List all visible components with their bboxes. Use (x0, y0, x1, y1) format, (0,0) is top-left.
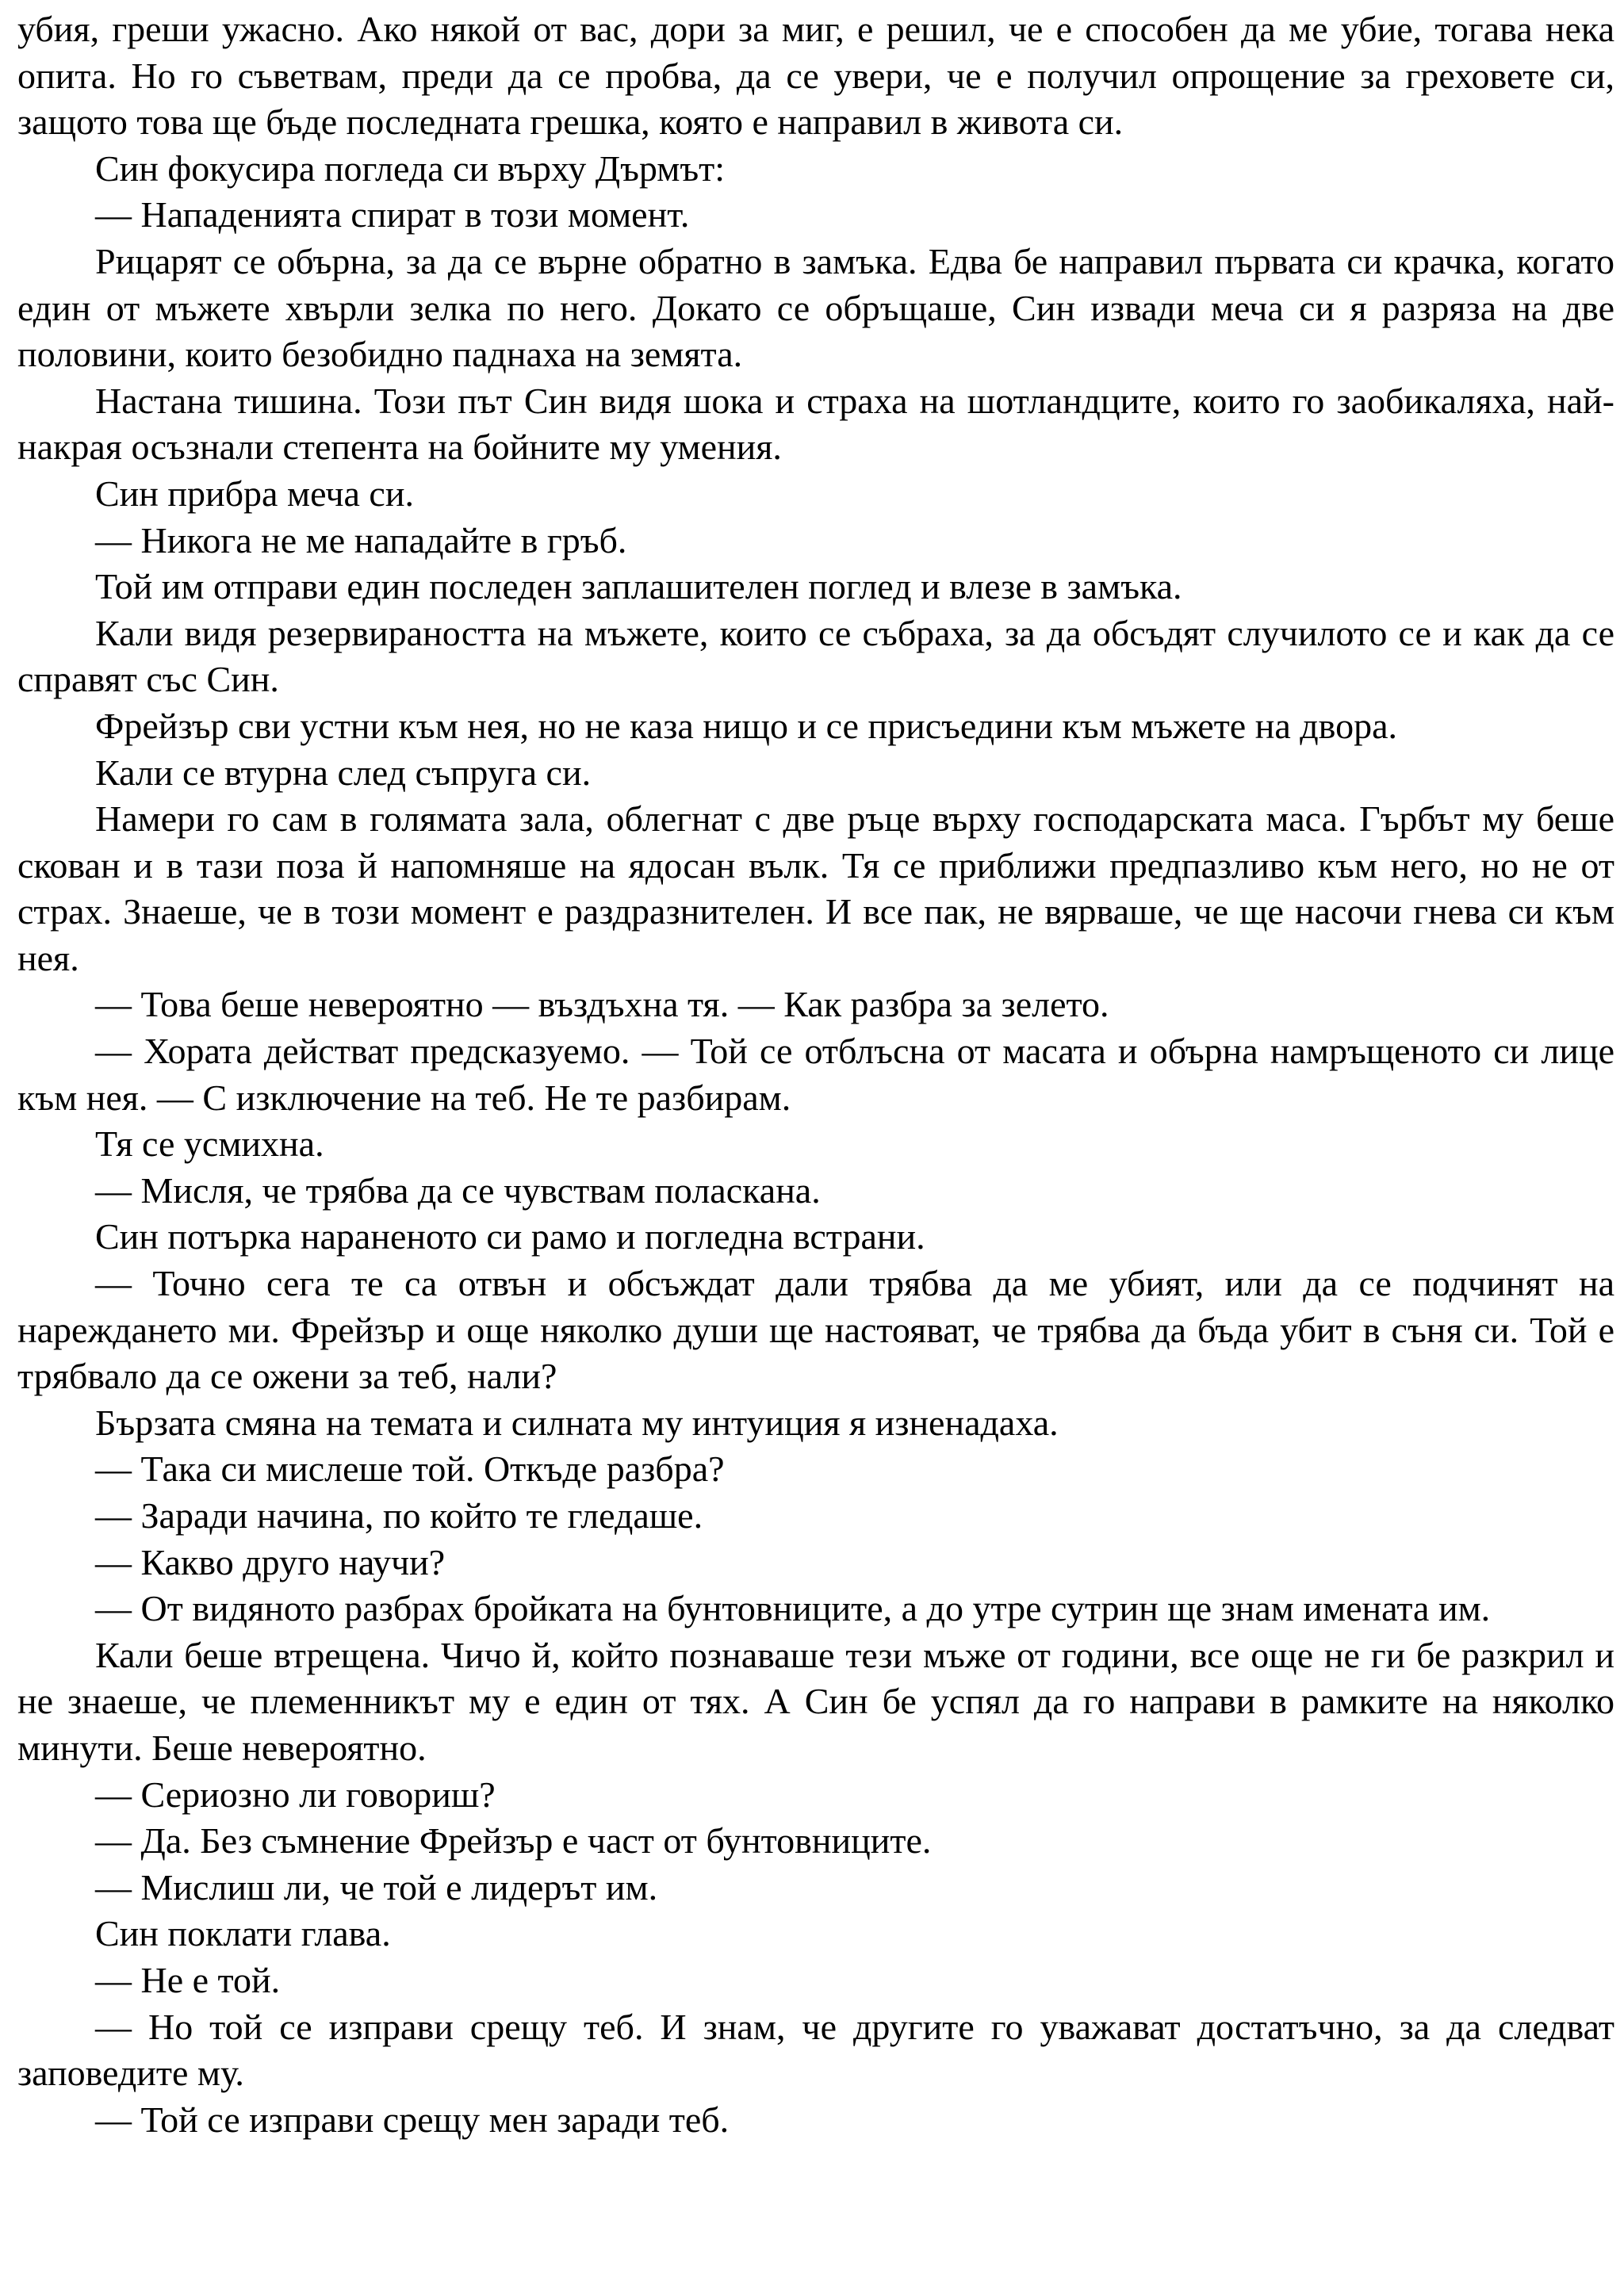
paragraph: Рицарят се обърна, за да се върне обратно в замъка. Едва бе направил първата си крачка, когато един от мъжете хвърли зелка по него. Докато се обръщаше, Син извади меча си я разряза на две половини, които безобидно паднаха на земята. (17, 240, 1614, 375)
paragraph: убия, греши ужасно. Ако някой от вас, дори за миг, е решил, че е способен да ме убие, тогава нека опита. Но го съветвам, преди да се пробва, да се увери, че е получил опрощение за греховете си, защото това ще бъде последната грешка, която е направил в живота си. (17, 9, 1614, 143)
paragraph: — Точно сега те са отвън и обсъждат дали трябва да ме убият, или да се подчинят на нареждането ми. Фрейзър и още няколко души ще настояват, че трябва да бъда убит в съня си. Той е трябвало да се ожени за теб, нали? (17, 1263, 1614, 1397)
paragraph: Син фокусира погледа си върху Дърмът: (95, 147, 725, 189)
paragraph: — Но той се изправи срещу теб. И знам, че другите го уважават достатъчно, за да следват заповедите му. (17, 2006, 1614, 2094)
paragraph: Намери го сам в голямата зала, облегнат с две ръце върху господарската маса. Гърбът му беше скован и в тази поза й напомняше на ядосан вълк. Тя се приближи предпазливо към него, но не от страх. Знаеше, че в този момент е раздразнителен. И все пак, не вярваше, че ще насочи гнева си към нея. (17, 798, 1614, 978)
paragraph: Син прибра меча си. (95, 473, 414, 514)
paragraph: — Сериозно ли говориш? (95, 1774, 496, 1815)
book-page-text (17, 6, 1614, 2143)
paragraph: Фрейзър сви устни към нея, но не каза нищо и се присъедини към мъжете на двора. (95, 705, 1397, 746)
paragraph: Син поклати глава. (95, 1913, 391, 1954)
paragraph: — Мисля, че трябва да се чувствам поласкана. (95, 1169, 821, 1211)
paragraph: — Мислиш ли, че той е лидерът им. (95, 1866, 658, 1908)
paragraph: Бързата смяна на темата и силната му интуиция я изненадаха. (95, 1402, 1059, 1443)
paragraph: — Това беше невероятно — въздъхна тя. — Как разбра за зелето. (95, 984, 1109, 1025)
paragraph: — Нападенията спират в този момент. (95, 194, 690, 235)
paragraph: Настана тишина. Този път Син видя шока и страха на шотландците, които го заобикаляха, най-накрая осъзнали степента на бойните му умения. (17, 380, 1614, 468)
paragraph: — Така си мислеше той. Откъде разбра? (95, 1448, 725, 1490)
paragraph: — Заради начина, по който те гледаше. (95, 1495, 703, 1536)
paragraph: — Хората действат предсказуемо. — Той се отблъсна от масата и обърна намръщеното си лице към нея. — С изключение на теб. Не те разбирам. (17, 1031, 1614, 1118)
paragraph: Кали се втурна след съпруга си. (95, 752, 592, 793)
paragraph: Кали беше втрещена. Чичо й, който познаваше тези мъже от години, все още не ги бе разкрил и не знаеше, че племенникът му е един от тях. А Син бе успял да го направи в рамките на няколко минути. Беше невероятно. (17, 1634, 1614, 1768)
paragraph: Тя се усмихна. (95, 1123, 324, 1165)
paragraph: — Не е той. (95, 1959, 281, 2000)
paragraph: — Той се изправи срещу мен заради теб. (95, 2099, 730, 2140)
paragraph: — Никога не ме нападайте в гръб. (95, 519, 627, 561)
paragraph: Син потърка нараненото си рамо и погледна встрани. (95, 1216, 925, 1257)
paragraph: — Да. Без съмнение Фрейзър е част от бунтовниците. (95, 1820, 932, 1862)
paragraph: Той им отправи един последен заплашителен поглед и влезе в замъка. (95, 566, 1182, 607)
paragraph: — От видяното разбрах бройката на бунтовниците, а до утре сутрин ще знам имената им. (95, 1588, 1491, 1629)
paragraph: — Какво друго научи? (95, 1541, 446, 1582)
paragraph: Кали видя резервираността на мъжете, които се събраха, за да обсъдят случилото се и как да се справят със Син. (17, 612, 1614, 700)
